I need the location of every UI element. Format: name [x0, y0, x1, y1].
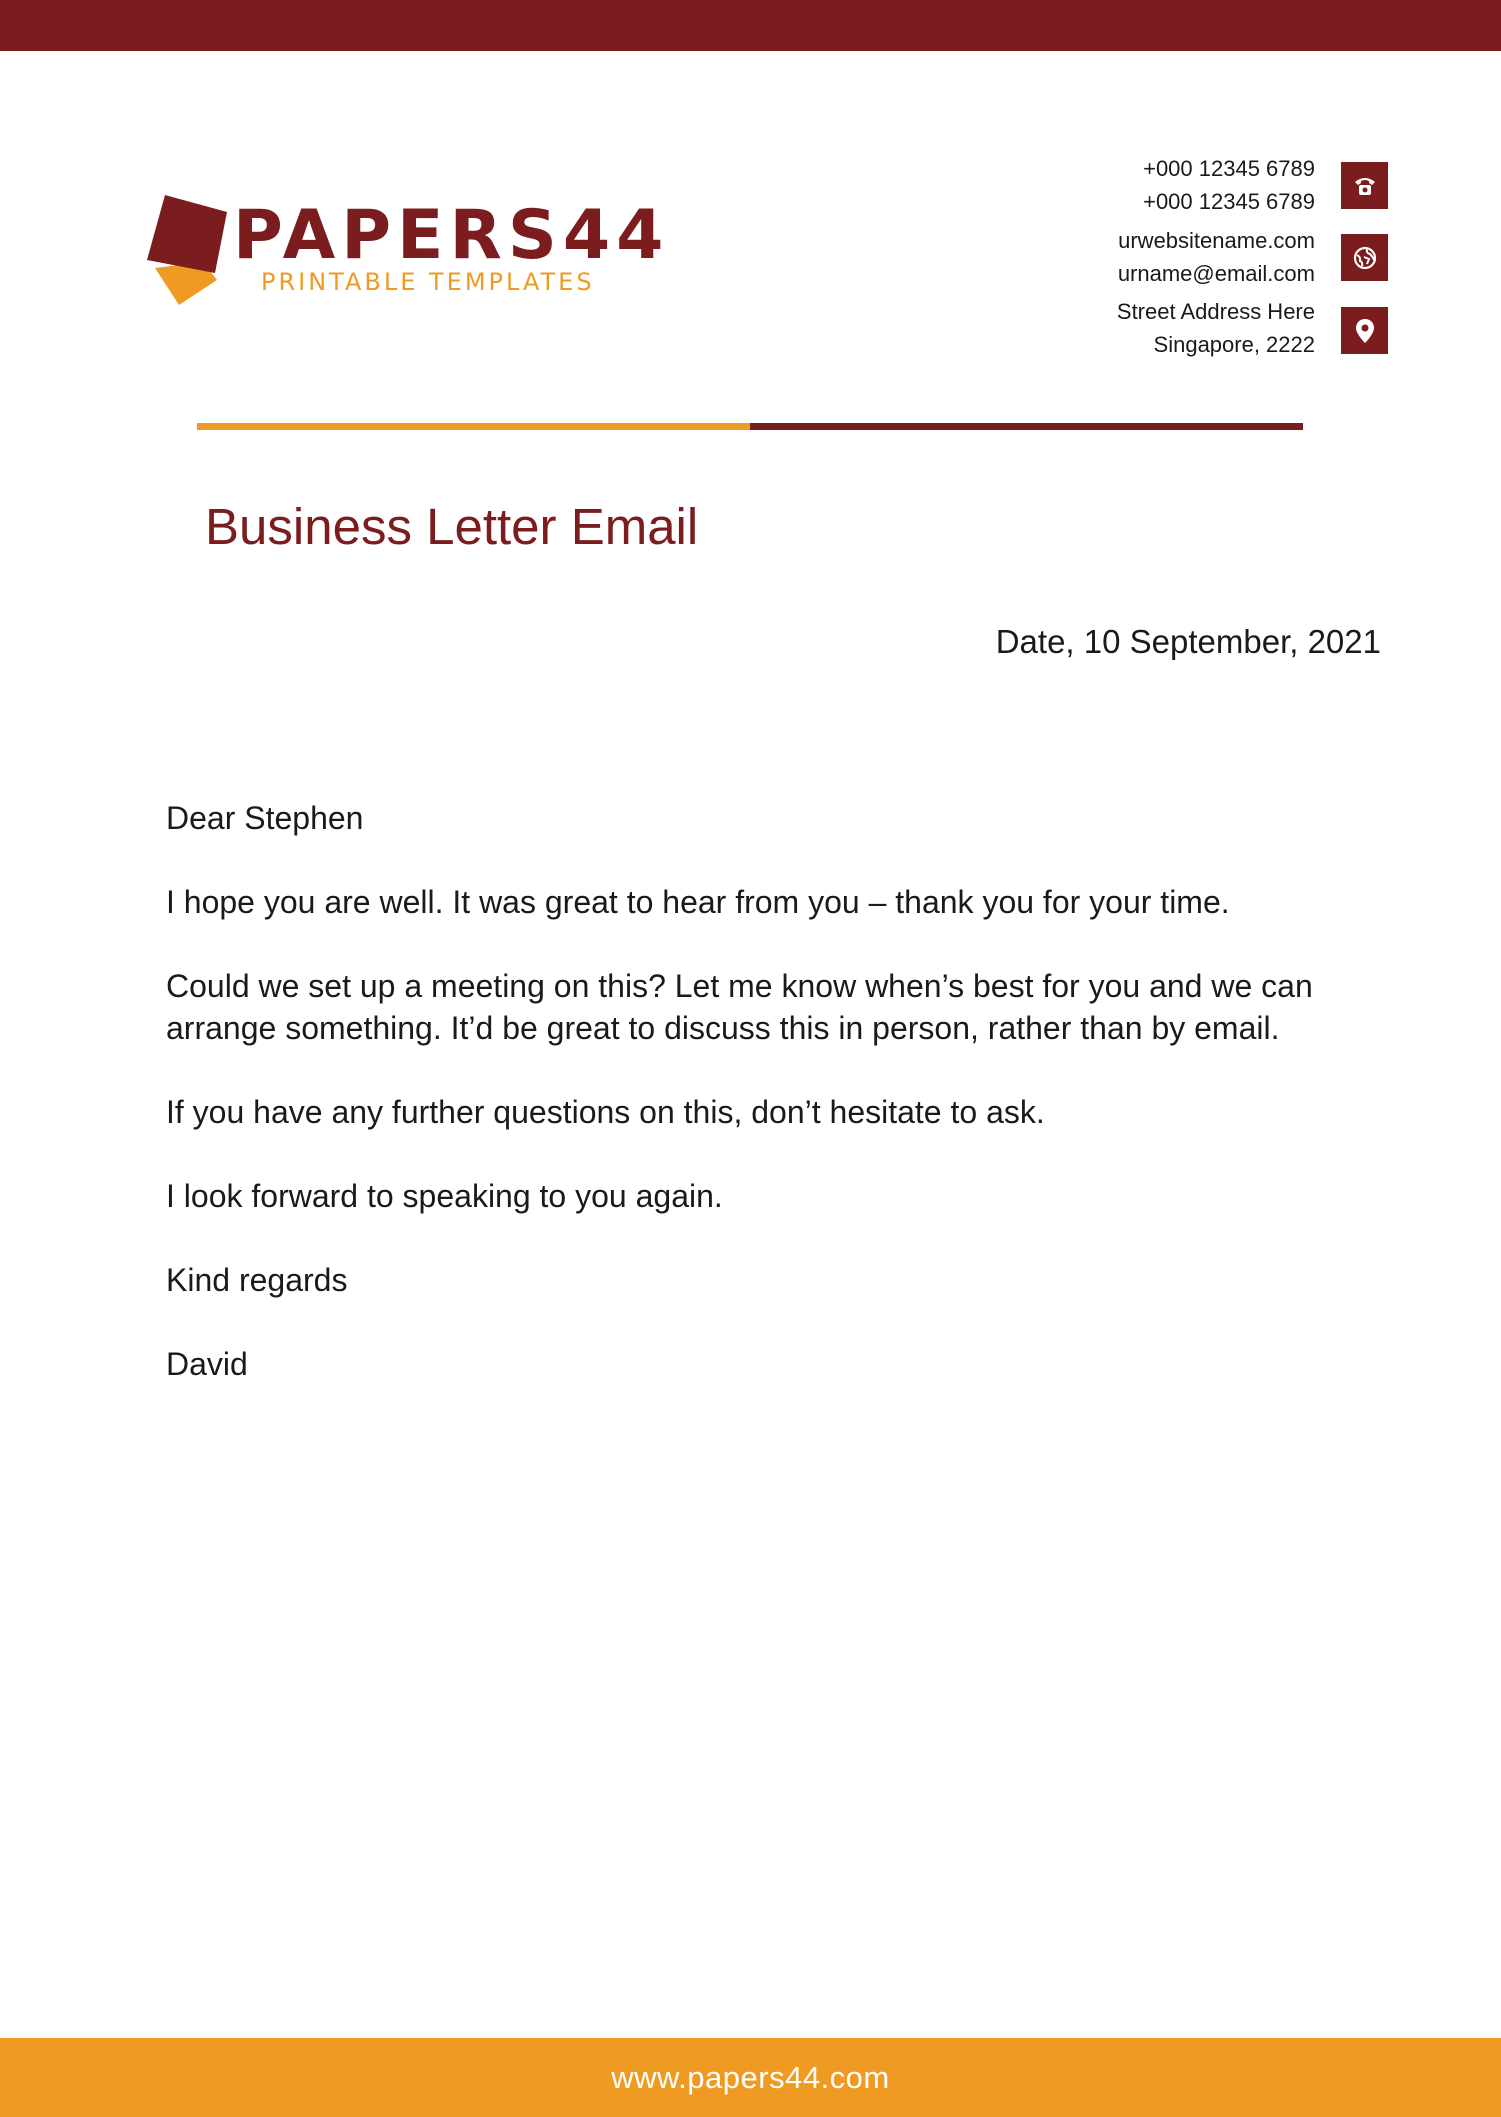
letter-closing: Kind regards	[166, 1262, 348, 1298]
email-text: urname@email.com	[1117, 261, 1315, 286]
letter-paragraph-1	[166, 881, 1366, 923]
globe-icon-box	[1341, 234, 1388, 281]
letter-salutation-block	[166, 797, 1366, 839]
divider-primary	[750, 423, 1303, 430]
address-line-1: Street Address Here	[1116, 299, 1315, 324]
paragraph-line: arrange something. It’d be great to discuss this in person, rather than by email.	[166, 1010, 1280, 1046]
contact-web	[915, 224, 1315, 290]
letter-paragraph-3	[166, 1091, 1366, 1133]
letter-salutation: Dear Stephen	[166, 800, 364, 836]
paragraph-text: I hope you are well. It was great to hear from you – thank you for your time.	[166, 884, 1230, 920]
brand-logo	[145, 190, 670, 310]
letter-date: Date, 10 September, 2021	[995, 623, 1381, 660]
header-top-bar	[0, 0, 1501, 51]
footer-website-link[interactable]: www.papers44.com	[611, 2059, 890, 2095]
contact-address	[915, 295, 1315, 361]
phone-number-1: +000 12345 6789	[1143, 156, 1315, 181]
phone-icon	[1352, 173, 1378, 199]
letter-signature-block	[166, 1343, 1366, 1385]
paragraph-text: I look forward to speaking to you again.	[166, 1178, 723, 1214]
letter-paragraph-4	[166, 1175, 1366, 1217]
address-line-2: Singapore, 2222	[1153, 332, 1315, 357]
phone-number-2: +000 12345 6789	[1143, 189, 1315, 214]
divider-accent	[197, 423, 750, 430]
paragraph-text: If you have any further questions on this, don’t hesitate to ask.	[166, 1094, 1045, 1130]
brand-tagline: PRINTABLE TEMPLATES	[261, 268, 595, 296]
contact-phones	[915, 152, 1315, 218]
letter-signature: David	[166, 1346, 248, 1382]
footer-bar	[0, 2038, 1501, 2117]
document-title: Business Letter Email	[205, 498, 699, 555]
letter-closing-block	[166, 1259, 1366, 1301]
paragraph-line: Could we set up a meeting on this? Let me know when’s best for you and we can	[166, 968, 1313, 1004]
website-text: urwebsitename.com	[1118, 228, 1315, 253]
location-icon-box	[1341, 307, 1388, 354]
location-pin-icon	[1352, 317, 1378, 345]
globe-icon	[1352, 245, 1378, 271]
phone-icon-box	[1341, 162, 1388, 209]
letter-paragraph-2	[166, 965, 1366, 1049]
brand-name: PAPERS44	[233, 196, 670, 275]
logo-mark-icon	[145, 190, 235, 310]
